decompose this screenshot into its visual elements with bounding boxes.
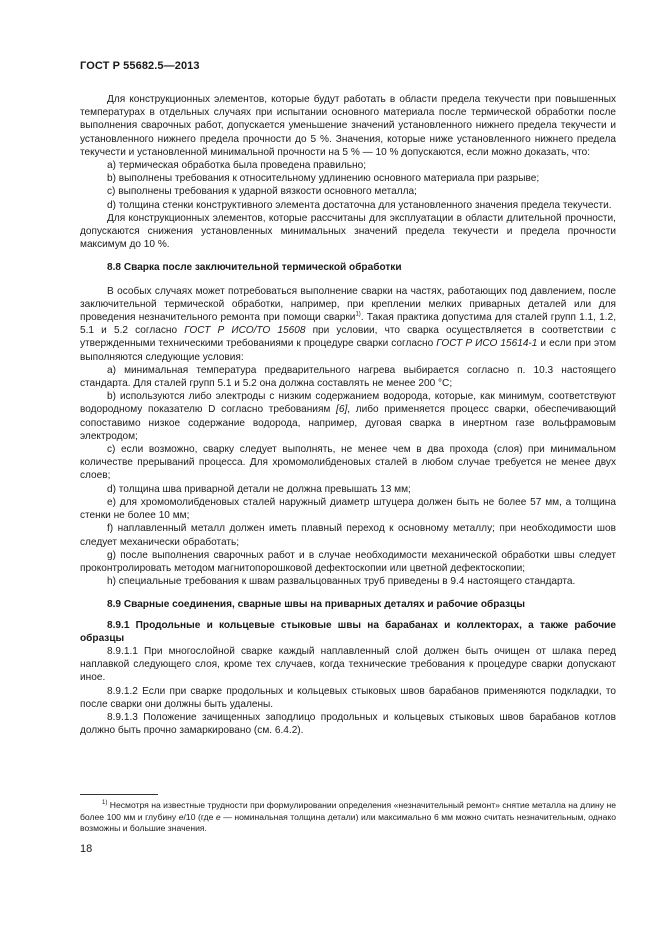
intro-paragraph-2: Для конструкционных элементов, которые рассчитаны для эксплуатации в области длительной прочности, допускаются снижения установленных минимальных значений предела текучести и предела прочности максимум до 10 %. — [80, 212, 616, 251]
section-8-8-paragraph: В особых случаях может потребоваться выполнение сварки на частях, работающих под давлением, после заключительной термической обработки, например, при креплении мелких приварных деталей или для проведения незначительного ремонта при помощи сварки$^{1)}$. Такая практика допустима для сталей групп 1.1, 1.2, 5.1 и 5.2 согласно ГОСТ Р ИСО/ТО 15608 при условии, что сварка осуществляется в соответствии с утвержденными техническими требованиями к процедуре сварки согласно ГОСТ Р ИСО 15614-1 и если при этом выполняются следующие условия: — [80, 285, 617, 363]
intro-item-c: c) выполнены требования к ударной вязкости основного металла; — [107, 186, 417, 198]
standard-reference: ГОСТ Р ИСО 15614-1 — [436, 338, 538, 350]
condition-item-d: d) толщина шва приварной детали не должна превышать 13 мм; — [107, 483, 411, 495]
condition-item-a: a) минимальная температура предварительного нагрева выбирается согласно п. 10.3 настоящего стандарта. Для сталей групп 5.1 и 5.2 она должна составлять не менее 200 °С; — [80, 364, 616, 390]
page-number: 18 — [80, 843, 93, 855]
standard-reference: ГОСТ Р ИСО/ТО 15608 — [184, 325, 306, 337]
condition-item-g: g) после выполнения сварочных работ и в случае необходимости механической обработки швы следует проконтролировать методом магнитопорошковой дефектоскопии или цветной дефектоскопии; — [80, 549, 616, 574]
footnote: $^{1)}$ Несмотря на известные трудности при формулировании определения «незначительный ремонт» снятие металла на длину не более 100 мм и глубину e/10 (где e — номинальная толщина детали) или максимально 6 мм можно считать незначительным, однако возможны и большие значения. — [80, 800, 616, 833]
section-8-9-1-heading: 8.9.1 Продольные и кольцевые стыковые швы на барабанах и коллекторах, а также рабочие образцы — [80, 619, 616, 644]
footnote-mark: 1) — [102, 800, 108, 807]
clause-8-9-1-3: 8.9.1.3 Положение зачищенных заподлицо продольных и кольцевых стыковых швов барабанов котлов должно быть прочно замаркировано (см. 6.4.2). — [80, 711, 616, 737]
intro-item-b: b) выполнены требования к относительному удлинению основного материала при разрыве; — [107, 173, 540, 185]
clause-8-9-1-1: 8.9.1.1 При многослойной сварке каждый наплавленный слой должен быть очищен от шлака перед наплавкой следующего слоя, кроме тех случаев, когда технические требования к процедуре сварки допускают иное. — [80, 645, 616, 684]
section-8-8-heading: 8.8 Сварка после заключительной термической обработки — [107, 262, 402, 274]
document-code-header: ГОСТ Р 55682.5—2013 — [80, 60, 200, 72]
intro-item-a: a) термическая обработка была проведена правильно; — [107, 160, 367, 172]
section-8-9-heading: 8.9 Сварные соединения, сварные швы на приварных деталях и рабочие образцы — [107, 599, 525, 611]
clause-8-9-1-2: 8.9.1.2 Если при сварке продольных и кольцевых стыковых швов барабанов применяются подкладки, то после сварки они должны быть удалены. — [80, 685, 616, 710]
condition-item-h: h) специальные требования к швам развальцованных труб приведены в 9.4 настоящего стандарта. — [107, 576, 576, 588]
footnote-ref: 1) — [355, 311, 361, 318]
condition-item-e: e) для хромомолибденовых сталей наружный диаметр штуцера должен быть не более 57 мм, а толщина стенки не более 10 мм; — [80, 496, 616, 522]
bibliography-reference: [6] — [336, 404, 348, 416]
intro-paragraph: Для конструкционных элементов, которые будут работать в области предела текучести при повышенных температурах в отдельных случаях при испытании основного материала после термической обработки после выполнения сварочных работ, допускается уменьшение значений установленного нижнего предела текучести и установленного нижнего предела прочности до 5 %. Значения, которые ниже установленного нижнего предела текучести и установленной минимальной прочности на 5 % — 10 % допускаются, если можно доказать, что: — [80, 94, 616, 158]
condition-item-c: c) если возможно, сварку следует выполнять, не менее чем в два прохода (слоя) при минимальном количестве прерываний процесса. Для хромомолибденовых сталей в любом случае требуется не менее двух слоев; — [80, 444, 616, 482]
intro-item-d: d) толщина стенки конструктивного элемента достаточна для установленного значения предела текучести. — [107, 199, 612, 211]
condition-item-f: f) наплавленный металл должен иметь плавный переход к основному металлу; при необходимости шов следует механически обработать; — [80, 523, 616, 548]
document-body — [80, 93, 616, 737]
footnote-divider — [80, 794, 158, 795]
condition-item-b: b) используются либо электроды с низким содержанием водорода, которые, как минимум, соответствуют водородному показателю D согласно требованиям [6], либо применяется процесс сварки, обеспечивающий сопоставимо низкое содержание водорода, например, дуговая сварка в инертном газе вольфрамовым электродом; — [80, 391, 616, 442]
